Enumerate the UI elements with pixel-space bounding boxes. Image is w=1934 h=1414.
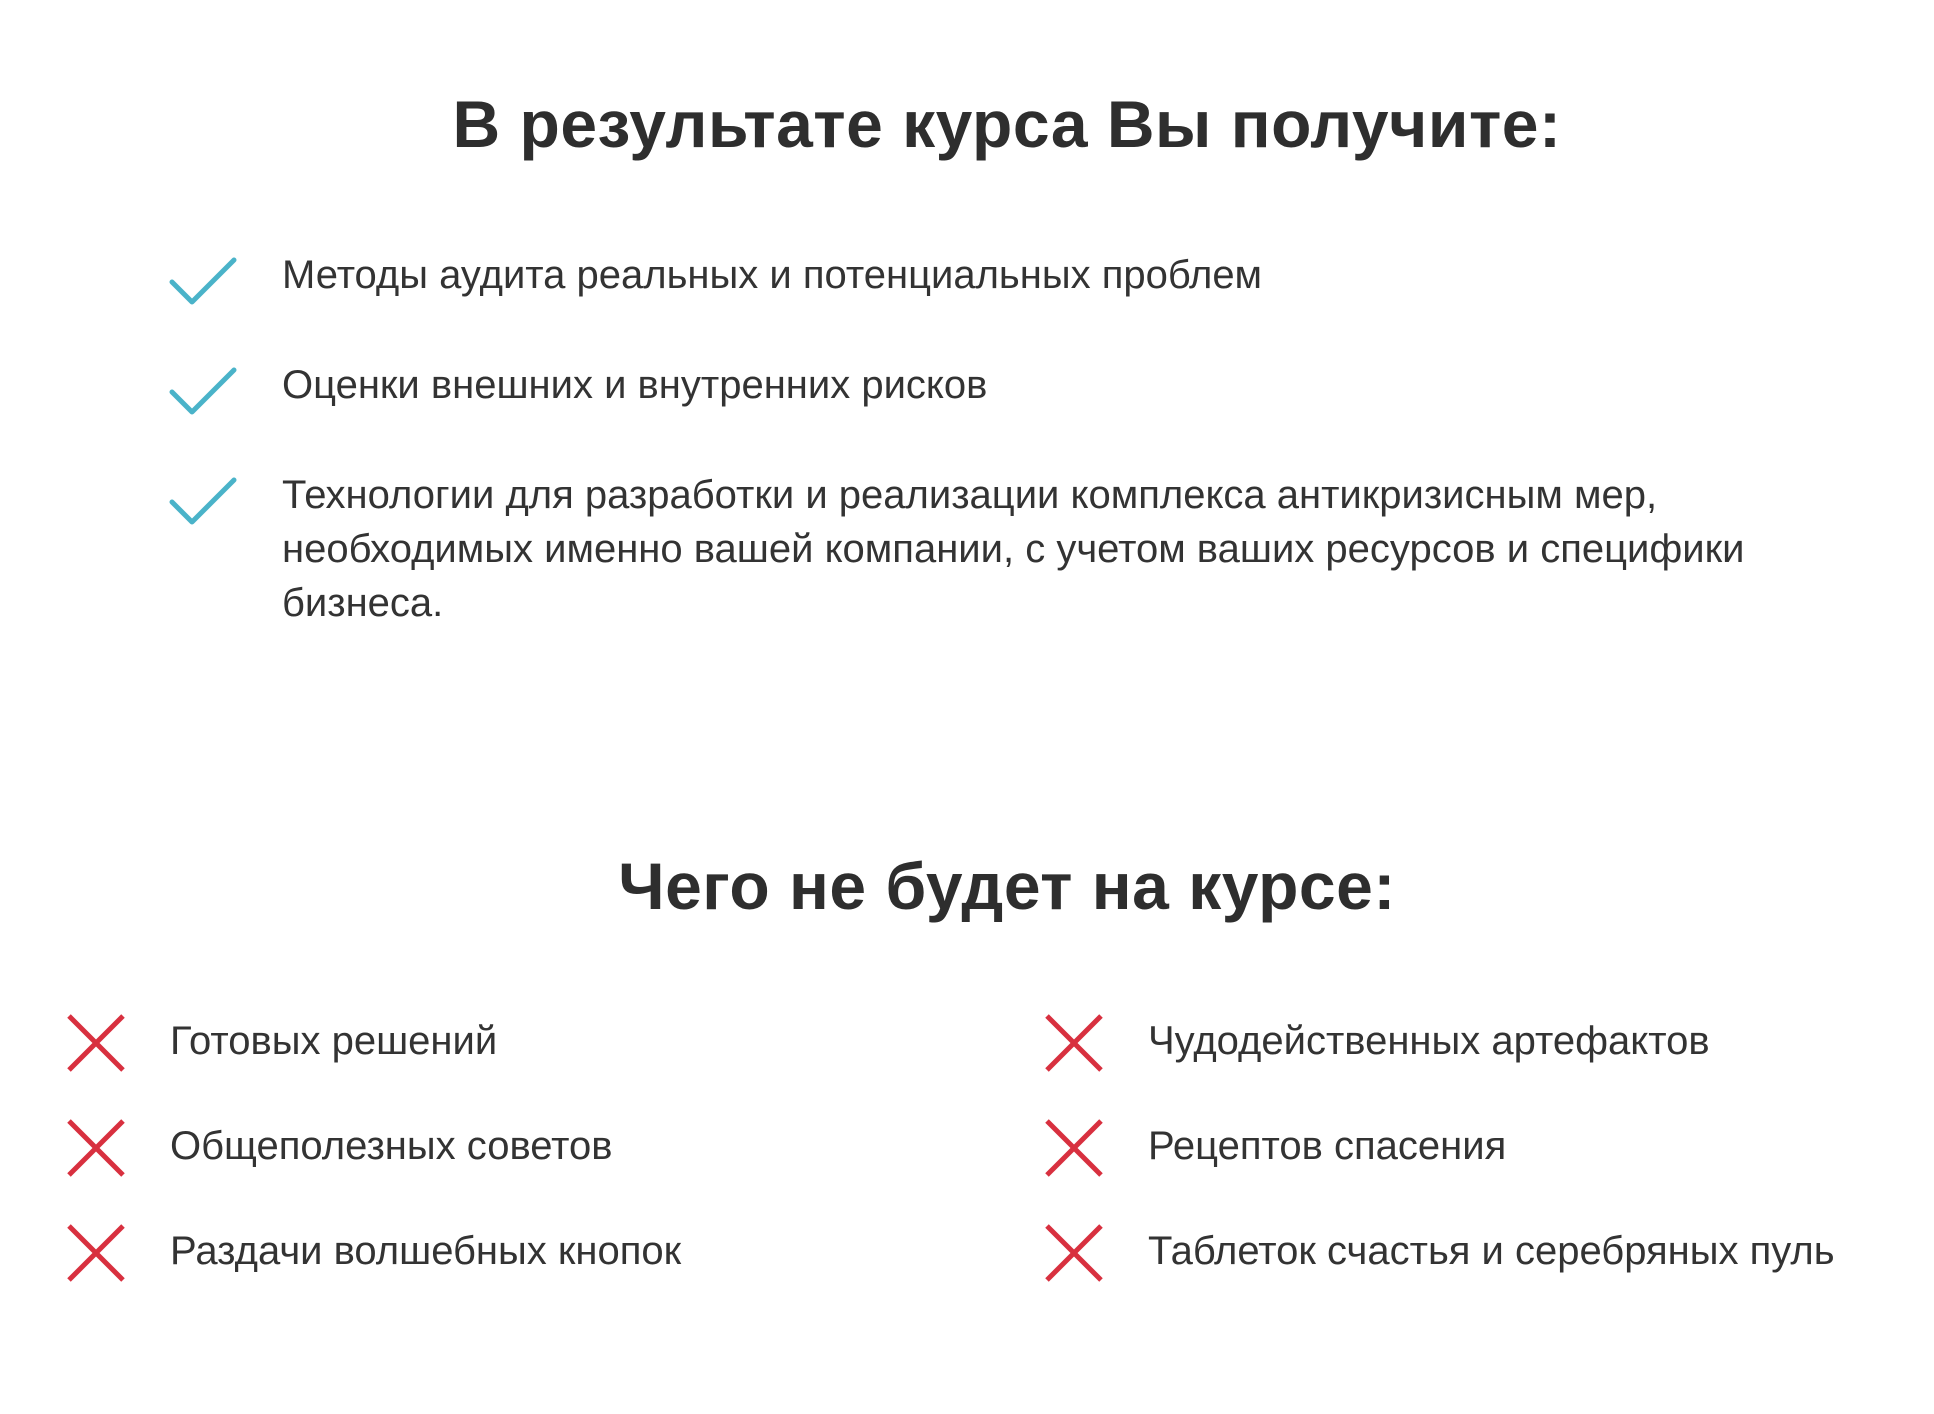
not-item-text: Рецептов спасения <box>1148 1124 1507 1168</box>
cross-icon <box>66 1118 126 1178</box>
check-icon <box>168 476 238 530</box>
not-item-text: Чудодейственных артефактов <box>1148 1019 1710 1063</box>
gain-item-text: Оценки внешних и внутренних рисков <box>282 363 988 407</box>
gain-item <box>168 248 1868 302</box>
cross-icon <box>1044 1118 1104 1178</box>
gain-item <box>168 468 1868 630</box>
cross-icon <box>1044 1013 1104 1073</box>
gain-item-text: Методы аудита реальных и потенциальных проблем <box>282 253 1263 297</box>
not-item <box>1044 1115 1924 1177</box>
not-list-left <box>66 1010 966 1282</box>
not-item-text: Раздачи волшебных кнопок <box>170 1229 682 1273</box>
not-item <box>1044 1220 1924 1282</box>
gain-section-title: В результате курса Вы получите: <box>452 87 1562 161</box>
not-item-text: Готовых решений <box>170 1019 498 1063</box>
not-item <box>66 1115 966 1177</box>
check-icon <box>168 256 238 310</box>
cross-icon <box>66 1013 126 1073</box>
gain-list <box>168 248 1868 630</box>
not-item-text: Общеполезных советов <box>170 1124 613 1168</box>
check-icon <box>168 366 238 420</box>
cross-icon <box>66 1223 126 1283</box>
gain-item-text: Технологии для разработки и реализации комплекса антикризисным мер, необходимых именно вашей компании, с учетом ваших ресурсов и специфики бизнеса. <box>282 473 1745 625</box>
gain-item <box>168 358 1868 412</box>
not-section-title: Чего не будет на курсе: <box>618 849 1396 923</box>
not-item-text: Таблеток счастья и серебряных пуль <box>1148 1229 1835 1273</box>
cross-icon <box>1044 1223 1104 1283</box>
not-item <box>66 1010 966 1072</box>
not-list-right <box>1044 1010 1924 1282</box>
not-item <box>66 1220 966 1282</box>
not-item <box>1044 1010 1924 1072</box>
